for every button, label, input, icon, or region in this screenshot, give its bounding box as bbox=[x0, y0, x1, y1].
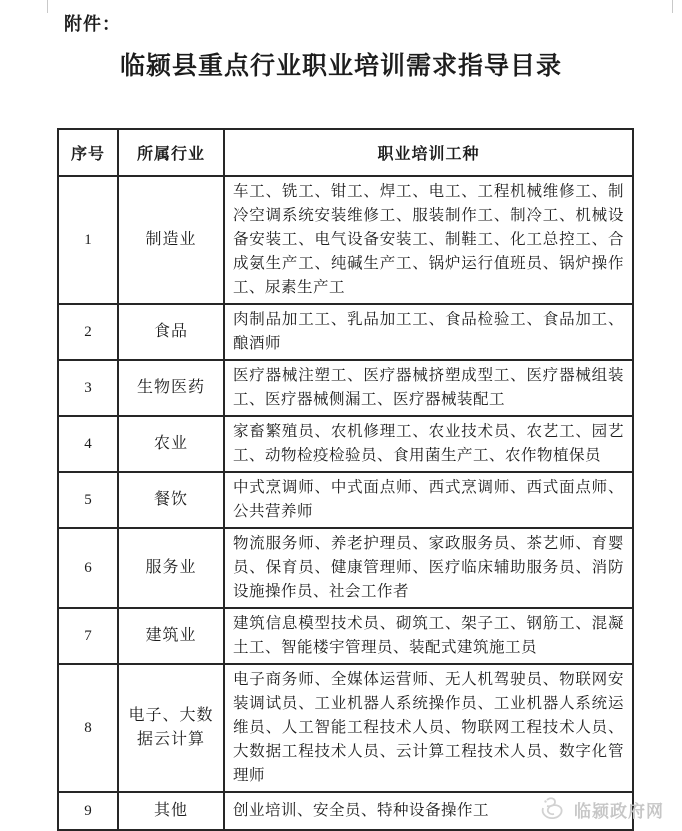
col-header-serial: 序号 bbox=[58, 129, 118, 176]
row-serial: 4 bbox=[58, 416, 118, 472]
row-serial: 2 bbox=[58, 304, 118, 360]
col-header-industry: 所属行业 bbox=[118, 129, 224, 176]
row-industry: 服务业 bbox=[118, 528, 224, 608]
row-serial: 7 bbox=[58, 608, 118, 664]
row-serial: 6 bbox=[58, 528, 118, 608]
table-body bbox=[58, 176, 633, 830]
table-row bbox=[58, 360, 633, 416]
row-industry: 电子、大数据云计算 bbox=[118, 664, 224, 792]
page-corner-mark-left bbox=[47, 0, 48, 13]
row-jobs: 创业培训、安全员、特种设备操作工 bbox=[224, 792, 633, 830]
row-jobs: 医疗器械注塑工、医疗器械挤塑成型工、医疗器械组装工、医疗器械侧漏工、医疗器械装配工 bbox=[224, 360, 633, 416]
row-jobs: 电子商务师、全媒体运营师、无人机驾驶员、物联网安装调试员、工业机器人系统操作员、工业机器人系统运维员、人工智能工程技术人员、物联网工程技术人员、大数据工程技术人员、云计算工程技术人员、数字化管理师 bbox=[224, 664, 633, 792]
row-serial: 1 bbox=[58, 176, 118, 304]
table-row bbox=[58, 608, 633, 664]
row-industry: 制造业 bbox=[118, 176, 224, 304]
table-header-row bbox=[58, 129, 633, 176]
row-industry: 食品 bbox=[118, 304, 224, 360]
dove-icon bbox=[537, 796, 569, 822]
table-row bbox=[58, 472, 633, 528]
table-row bbox=[58, 528, 633, 608]
col-header-jobs: 职业培训工种 bbox=[224, 129, 633, 176]
row-serial: 8 bbox=[58, 664, 118, 792]
row-industry: 其他 bbox=[118, 792, 224, 830]
row-jobs: 车工、铣工、钳工、焊工、电工、工程机械维修工、制冷空调系统安装维修工、服装制作工、制冷工、机械设备安装工、电气设备安装工、制鞋工、化工总控工、合成氨生产工、纯碱生产工、锅炉运行值班员、锅炉操作工、尿素生产工 bbox=[224, 176, 633, 304]
page-title: 临颍县重点行业职业培训需求指导目录 bbox=[119, 52, 562, 80]
row-industry: 建筑业 bbox=[118, 608, 224, 664]
table-row bbox=[58, 664, 633, 792]
row-jobs: 中式烹调师、中式面点师、西式烹调师、西式面点师、公共营养师 bbox=[224, 472, 633, 528]
page-corner-mark-right bbox=[672, 0, 673, 13]
row-jobs: 物流服务师、养老护理员、家政服务员、茶艺师、育婴员、保育员、健康管理师、医疗临床辅助服务员、消防设施操作员、社会工作者 bbox=[224, 528, 633, 608]
row-industry: 餐饮 bbox=[118, 472, 224, 528]
attachment-label: 附件： bbox=[64, 14, 121, 34]
watermark-text: 临颍政府网 bbox=[574, 801, 664, 821]
row-serial: 9 bbox=[58, 792, 118, 830]
table-row bbox=[58, 304, 633, 360]
row-serial: 3 bbox=[58, 360, 118, 416]
watermark bbox=[537, 796, 664, 822]
table-row bbox=[58, 416, 633, 472]
row-jobs: 肉制品加工工、乳品加工工、食品检验工、食品加工、酿酒师 bbox=[224, 304, 633, 360]
row-industry: 农业 bbox=[118, 416, 224, 472]
row-jobs: 家畜繁殖员、农机修理工、农业技术员、农艺工、园艺工、动物检疫检验员、食用菌生产工、农作物植保员 bbox=[224, 416, 633, 472]
row-jobs: 建筑信息模型技术员、砌筑工、架子工、钢筋工、混凝土工、智能楼宇管理员、装配式建筑施工员 bbox=[224, 608, 633, 664]
row-serial: 5 bbox=[58, 472, 118, 528]
table-row bbox=[58, 176, 633, 304]
training-directory-table bbox=[57, 128, 634, 831]
row-industry: 生物医药 bbox=[118, 360, 224, 416]
